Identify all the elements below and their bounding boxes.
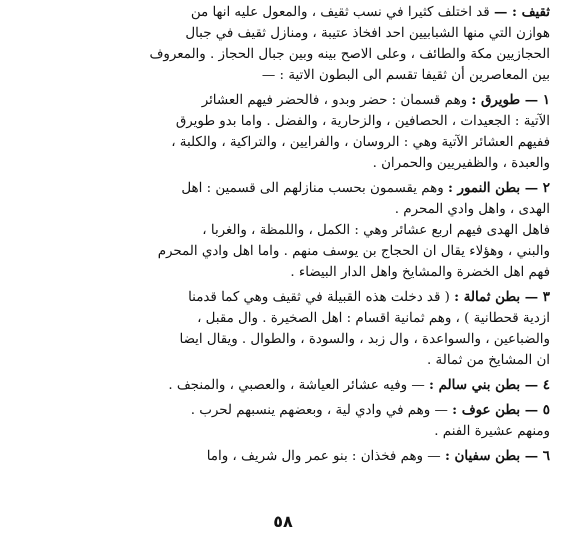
line-text: — وهم فخذان : بنو عمر وال شريف ، واما xyxy=(206,449,441,464)
text-line: والضباعين ، والسواعدة ، وال زبد ، والسودة ، والطوال . ويقال ايضا xyxy=(179,332,550,347)
paragraph-nimur xyxy=(14,178,550,283)
line-text: قد اختلف كثيرا في نسب ثقيف ، والمعول عليه انها من xyxy=(190,5,490,20)
paragraph-heading: ثقيف : — xyxy=(493,4,550,20)
text-line xyxy=(14,2,550,23)
text-line: والعبدة ، والظفيريين والحمران . xyxy=(372,156,550,171)
text-line: هوازن التي منها الشبابيين احد افخاذ عتيبة ، ومنازل ثقيف في جبال xyxy=(185,26,550,41)
text-line: الحجازيين مكة والطائف ، وعلى الاصح بينه وبين جبال الحجاز . والمعروف xyxy=(149,47,550,62)
text-line: فهم اهل الخضرة والمشايخ واهل الدار البيضاء . xyxy=(290,265,550,280)
line-text: وهم يقسمون بحسب منازلهم الى قسمين : اهل xyxy=(181,181,444,196)
text-line xyxy=(14,400,550,421)
text-line: والبني ، وهؤلاء يقال ان الحجاج بن يوسف منهم . واما اهل وادي المحرم xyxy=(157,244,550,259)
text-line: فاهل الهدى فيهم اربع عشائر وهي : الكمل ، واللمظة ، والغربا ، xyxy=(202,223,550,238)
text-line: ومنهم عشيرة الفنم . xyxy=(434,424,550,439)
paragraph-heading: ٤ — بطن بني سالم : xyxy=(429,377,550,393)
line-text: ( قد دخلت هذه القبيلة في ثقيف وهي كما قدمنا xyxy=(188,290,450,305)
paragraph-bani-salim xyxy=(14,375,550,396)
paragraph-heading: ٢ — بطن النمور : xyxy=(447,180,550,196)
text-line: ان المشايخ من ثمالة . xyxy=(427,353,550,368)
text-line xyxy=(14,446,550,467)
text-line: الهدى ، واهل وادي المحرم . xyxy=(394,202,550,217)
paragraph-heading: ٣ — بطن ثمالة : xyxy=(454,289,550,305)
paragraph-tuwayriq xyxy=(14,90,550,174)
paragraph-heading: ١ — طويرق : xyxy=(471,92,550,108)
text-line: بين المعاصرين أن ثقيفا تقسم الى البطون الاتية : — xyxy=(261,68,550,83)
text-column xyxy=(14,2,550,471)
text-line xyxy=(14,375,550,396)
text-line xyxy=(14,90,550,111)
paragraph-thaqif xyxy=(14,2,550,86)
text-line: الآتية : الجعيدات ، الحصافين ، والزحارية ، والفضل . واما بدو طويرق xyxy=(175,114,550,129)
paragraph-thumala xyxy=(14,287,550,371)
page-number: ٥٨ xyxy=(273,512,293,531)
line-text: — وهم في وادي لية ، وبعضهم ينسبهم لحرب . xyxy=(190,403,448,418)
paragraph-awf xyxy=(14,400,550,442)
line-text: وهم قسمان : حضر وبدو ، فالحضر فيهم العشائر xyxy=(201,93,468,108)
paragraph-heading: ٦ — بطن سفيان : xyxy=(444,448,550,464)
text-line: ففيهم العشائر الآتية وهي : الروسان ، والفرايين ، والتراكية ، والكلبة ، xyxy=(171,135,550,150)
text-line xyxy=(14,178,550,199)
text-line: ازدية قحطانية ) ، وهم ثمانية اقسام : اهل الصخيرة . وال مقبل ، xyxy=(197,311,550,326)
paragraph-heading: ٥ — بطن عوف : xyxy=(452,402,550,418)
paragraph-sufyan xyxy=(14,446,550,467)
text-line xyxy=(14,287,550,308)
line-text: — وفيه عشائر العياشة ، والعصبي ، والمنجف . xyxy=(168,378,425,393)
